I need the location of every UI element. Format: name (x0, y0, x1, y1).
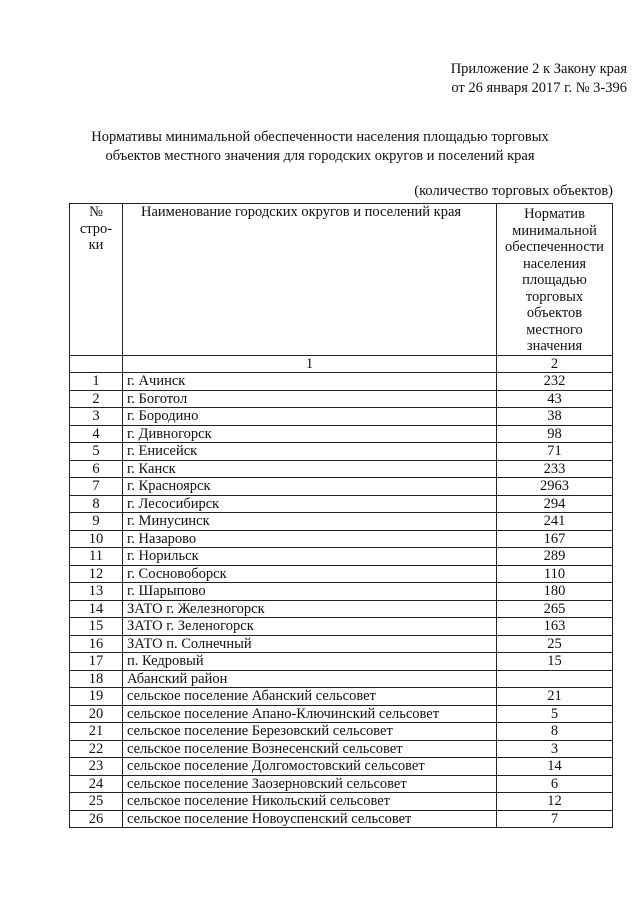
appendix-reference (451, 60, 627, 98)
table-row (70, 635, 613, 653)
row-value-cell: 5 (497, 705, 613, 723)
column-number: 1 (123, 355, 497, 373)
row-name-cell: г. Лесосибирск (123, 495, 497, 513)
header-row-number: № стро-ки (70, 204, 123, 356)
row-value-cell: 71 (497, 443, 613, 461)
row-number-cell: 15 (70, 618, 123, 636)
row-value-cell: 98 (497, 425, 613, 443)
row-value-cell: 163 (497, 618, 613, 636)
row-number-cell: 17 (70, 653, 123, 671)
row-name-cell: сельское поселение Новоуспенский сельсовет (123, 810, 497, 828)
row-value-cell: 14 (497, 758, 613, 776)
row-number-cell: 11 (70, 548, 123, 566)
row-number-cell: 3 (70, 408, 123, 426)
row-number-cell: 13 (70, 583, 123, 601)
row-name-cell: Абанский район (123, 670, 497, 688)
row-value-cell: 2963 (497, 478, 613, 496)
row-name-cell: сельское поселение Вознесенский сельсовет (123, 740, 497, 758)
row-number-cell: 26 (70, 810, 123, 828)
row-number-cell: 19 (70, 688, 123, 706)
table-row (70, 530, 613, 548)
table-row (70, 390, 613, 408)
row-number-cell: 9 (70, 513, 123, 531)
table-row (70, 513, 613, 531)
row-value-cell: 232 (497, 373, 613, 391)
row-value-cell: 241 (497, 513, 613, 531)
row-name-cell: г. Боготол (123, 390, 497, 408)
table-row (70, 688, 613, 706)
row-value-cell: 180 (497, 583, 613, 601)
row-name-cell: г. Бородино (123, 408, 497, 426)
row-number-cell: 20 (70, 705, 123, 723)
row-value-cell: 12 (497, 793, 613, 811)
row-number-cell: 4 (70, 425, 123, 443)
table-row (70, 548, 613, 566)
row-value-cell: 265 (497, 600, 613, 618)
row-name-cell: г. Норильск (123, 548, 497, 566)
row-name-cell: г. Минусинск (123, 513, 497, 531)
row-name-cell: г. Назарово (123, 530, 497, 548)
header-norm: Норматив минимальной обеспеченности населения площадью торговых объектов местного значения (497, 204, 613, 356)
row-name-cell: г. Красноярск (123, 478, 497, 496)
table-row (70, 408, 613, 426)
title-line-1: Нормативы минимальной обеспеченности населения площадью торговых (91, 129, 549, 145)
row-number-cell: 22 (70, 740, 123, 758)
table-row (70, 810, 613, 828)
row-value-cell: 289 (497, 548, 613, 566)
row-value-cell: 167 (497, 530, 613, 548)
document-title (60, 128, 580, 166)
unit-note: (количество торговых объектов) (414, 183, 613, 199)
norms-table (69, 203, 613, 828)
table-row (70, 758, 613, 776)
table-row (70, 460, 613, 478)
title-line-2: объектов местного значения для городских округов и поселений края (105, 148, 535, 164)
table-row (70, 740, 613, 758)
table-body (70, 373, 613, 828)
row-name-cell: сельское поселение Никольский сельсовет (123, 793, 497, 811)
row-value-cell: 7 (497, 810, 613, 828)
row-value-cell: 38 (497, 408, 613, 426)
row-name-cell: г. Сосновоборск (123, 565, 497, 583)
row-number-cell: 23 (70, 758, 123, 776)
row-name-cell: п. Кедровый (123, 653, 497, 671)
table-row (70, 775, 613, 793)
table-row (70, 723, 613, 741)
row-number-cell: 24 (70, 775, 123, 793)
row-number-cell: 10 (70, 530, 123, 548)
column-number-row (70, 355, 613, 373)
table-row (70, 495, 613, 513)
row-name-cell: г. Шарыпово (123, 583, 497, 601)
row-number-cell: 16 (70, 635, 123, 653)
row-value-cell: 25 (497, 635, 613, 653)
row-name-cell: г. Дивногорск (123, 425, 497, 443)
row-number-cell: 25 (70, 793, 123, 811)
row-name-cell: г. Канск (123, 460, 497, 478)
row-name-cell: сельское поселение Апано-Ключинский сельсовет (123, 705, 497, 723)
appendix-line-1: Приложение 2 к Закону края (450, 61, 627, 77)
table-row (70, 670, 613, 688)
row-name-cell: ЗАТО г. Железногорск (123, 600, 497, 618)
row-value-cell: 43 (497, 390, 613, 408)
table-row (70, 705, 613, 723)
table-row (70, 618, 613, 636)
row-number-cell: 21 (70, 723, 123, 741)
column-number (70, 355, 123, 373)
column-number: 2 (497, 355, 613, 373)
row-number-cell: 6 (70, 460, 123, 478)
table-row (70, 425, 613, 443)
table-row (70, 653, 613, 671)
appendix-line-2: от 26 января 2017 г. № 3-396 (451, 80, 627, 96)
row-value-cell: 15 (497, 653, 613, 671)
row-value-cell: 3 (497, 740, 613, 758)
table-row (70, 583, 613, 601)
row-name-cell: сельское поселение Заозерновский сельсовет (123, 775, 497, 793)
row-number-cell: 12 (70, 565, 123, 583)
row-name-cell: ЗАТО п. Солнечный (123, 635, 497, 653)
row-name-cell: сельское поселение Долгомостовский сельсовет (123, 758, 497, 776)
row-value-cell: 21 (497, 688, 613, 706)
table-header-row (70, 204, 613, 356)
row-value-cell: 110 (497, 565, 613, 583)
table-row (70, 443, 613, 461)
table-row (70, 793, 613, 811)
table-row (70, 478, 613, 496)
row-number-cell: 7 (70, 478, 123, 496)
row-value-cell: 233 (497, 460, 613, 478)
row-name-cell: сельское поселение Абанский сельсовет (123, 688, 497, 706)
table-row (70, 565, 613, 583)
row-number-cell: 14 (70, 600, 123, 618)
row-number-cell: 1 (70, 373, 123, 391)
row-value-cell: 6 (497, 775, 613, 793)
row-value-cell (497, 670, 613, 688)
row-name-cell: г. Енисейск (123, 443, 497, 461)
row-number-cell: 2 (70, 390, 123, 408)
header-name: Наименование городских округов и поселений края (123, 204, 497, 356)
row-name-cell: ЗАТО г. Зеленогорск (123, 618, 497, 636)
row-value-cell: 8 (497, 723, 613, 741)
table-row (70, 600, 613, 618)
row-number-cell: 18 (70, 670, 123, 688)
table-row (70, 373, 613, 391)
row-name-cell: сельское поселение Березовский сельсовет (123, 723, 497, 741)
row-number-cell: 5 (70, 443, 123, 461)
row-name-cell: г. Ачинск (123, 373, 497, 391)
row-number-cell: 8 (70, 495, 123, 513)
row-value-cell: 294 (497, 495, 613, 513)
